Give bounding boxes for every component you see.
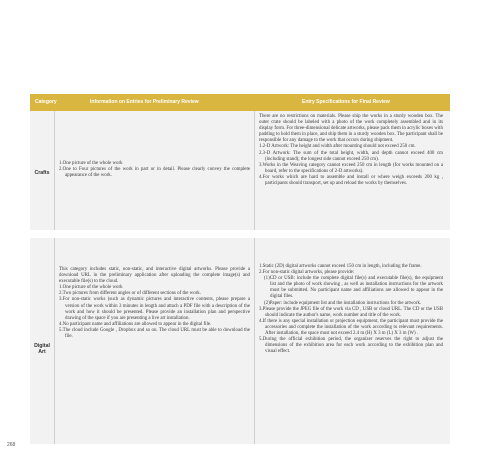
crafts-final-text [259,114,443,187]
crafts-final-item: 1.2-D Artwork: The height and width after mounting should not exceed 250 cm. [259,144,416,150]
row-gap [30,230,450,238]
column-divider [54,238,55,444]
digital-preliminary-text [59,267,250,340]
digital-final-text [259,264,443,355]
header-preliminary: Information on Entries for Preliminary Review [90,99,199,105]
digital-prelim-item: 3.For non-static works (such as dynamic pictures and interactive contents, please prepare a version of the work within 3 minutes in length and attach a PDF file with a description of the work and how it should be presented. Please provide an installation plan and perspective drawing of the space if you are presenting a live art installation. [59,297,250,321]
digital-prelim-item: 5.The cloud include Google , Dropbox and so on. The cloud URL must be able to download the file. [59,327,250,340]
table-header [30,94,450,111]
digital-final-item: 3.Please provide the JPEG file of the work via CD , USB or cloud URL. The CD or the USB should indicate the author's name, work number and title of the work. [259,306,443,318]
crafts-final-item: 2.3-D Artwork: The sum of the total height, width, and depth cannot exceed 400 cm (including stand); the longest side cannot exceed 250 cm). [259,150,443,162]
category-crafts: Crafts [34,170,50,176]
digital-final-item: 4.If there is any special installation or projection equipment, the participant must provide the accessories and complete the installation of the work according to relevant requirements. After installation, the space must not exceed 2.4 m (H) X 3 m (L) X 3 m (W) . [259,318,443,337]
table-row-digital-art [30,238,450,444]
page-number: 268 [7,442,16,448]
crafts-final-intro: There are no restrictions on materials. Please ship the works in a sturdy wooden box. The outer crate should be labeled with a photo of the work completely assembled and in its display form. For three-dimensional delicate artworks, please pack them in acrylic boxes with padding to hold them in place, and ship them in a sturdy wooden box. The participant shall be responsible for any damage to the work that occurs during shipment. [259,114,443,144]
digital-prelim-item: 4.No participant name and affiliations are allowed to appear in the digital file. [59,321,212,327]
header-final: Entry Specifications for Final Review [302,99,390,105]
digital-final-item: 1.Static (2D) digital artworks cannot exceed 150 cm in length, including the frame. [259,264,422,269]
digital-final-subitem: (1)CD or USB: include the complete digital file(s) and executable file(s), the equipment list and the photo of work showing , as well as installation instructions for the artwork must be submitted. No participant name and affiliations are allowed to appear in the digital files. [264,276,443,300]
column-divider [54,111,55,230]
digital-prelim-item: 1.One picture of the whole work [59,285,123,291]
digital-prelim-intro: This category includes static, non-static, and interactive digital artworks. Please provide a download URL in the preliminary application after uploading the complete image(s) and executable file(s) to the cloud. [59,267,250,285]
column-divider [254,111,255,230]
crafts-final-item: 3.Works in the Weaving category cannot exceed 250 cm in length (for works mounted on a board, refer to the specifications of 2-D artworks). [259,162,443,174]
digital-prelim-item: 2.Two pictures from different angles or of different sections of the work. [59,291,201,297]
category-digital-art: Digital Art [34,343,50,355]
digital-final-item: 2.For non-static digital artworks, please provide: [259,270,355,276]
crafts-prelim-item: 2.One to Four pictures of the work in part or in detail. Please clearly convey the complete appearance of the work. [59,167,250,179]
digital-final-item: 5.During the official exhibition period, the organizer reserves the right to adjust the dimensions of the exhibition area for each work according to the exhibition plan and visual effect. [259,337,443,355]
table-row-crafts [30,111,450,230]
crafts-preliminary-text [59,161,250,179]
digital-final-subitem: (2)Paper: include equipment list and the installation instructions for the artwork. [264,300,422,306]
crafts-final-item: 4.For works which are hard to assemble and install or where weigh exceeds 200 kg , participants should transport, set up and reload the works by themselves. [259,174,443,187]
header-category: Category [35,99,57,105]
column-divider [254,238,255,444]
crafts-prelim-item: 1.One picture of the whole work [59,161,123,166]
